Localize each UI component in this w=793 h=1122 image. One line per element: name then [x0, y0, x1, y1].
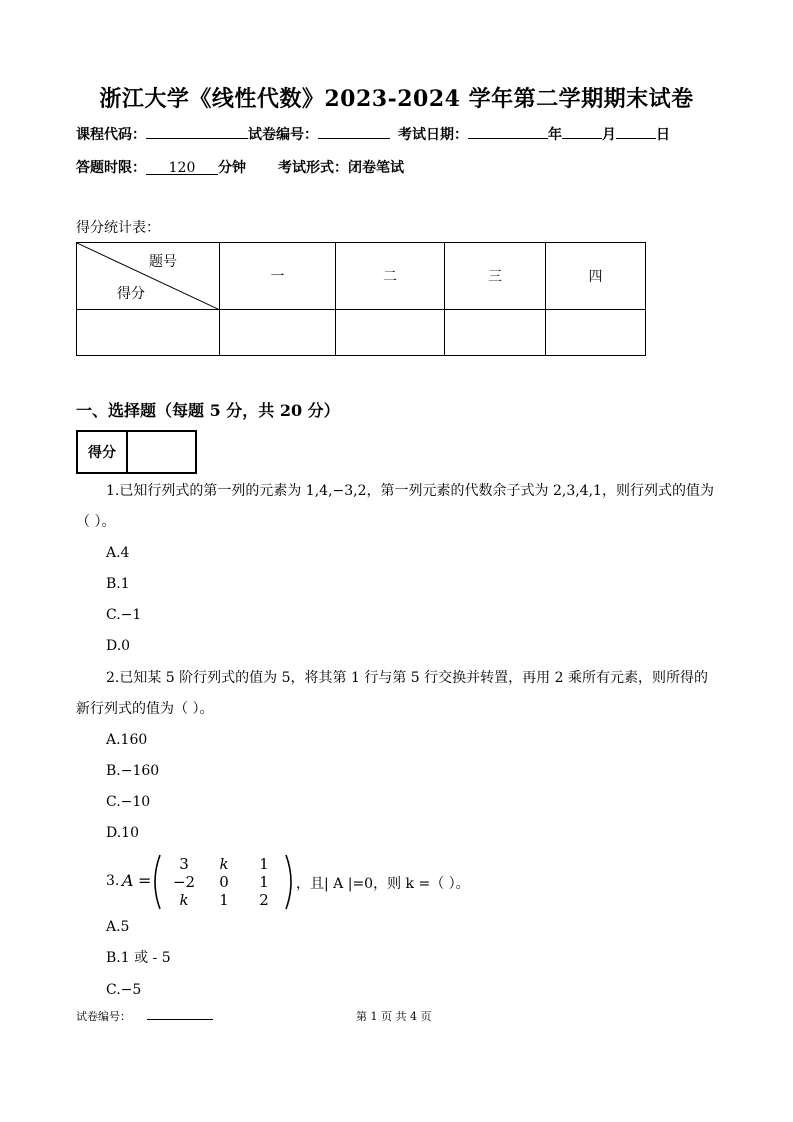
column-header: 一 — [220, 243, 336, 310]
exam-month-field[interactable] — [562, 124, 602, 139]
header-score: 得分 — [117, 286, 145, 302]
question-3-option-a[interactable]: A.5 — [106, 919, 130, 935]
matrix-cell: −2 — [172, 873, 196, 891]
score-table — [76, 242, 646, 356]
question-3-suffix: ，且| A |=0，则 k =（ ）。 — [296, 876, 470, 892]
footer-paper-no — [76, 1008, 213, 1024]
page-title: 浙江大学《线性代数》2023-2024 学年第二学期期末试卷 — [99, 86, 694, 112]
column-header: 二 — [336, 243, 445, 310]
question-2-option-d[interactable]: D.10 — [106, 825, 139, 841]
score-cell[interactable] — [445, 310, 546, 356]
meta-line-2 — [76, 157, 404, 177]
matrix-row — [164, 873, 284, 891]
exam-date-label: 考试日期： — [398, 127, 468, 143]
question-1-text: 1.已知行列式的第一列的元素为 1,4,−3,2，第一列元素的代数余子式为 2,3,4,1，则行列式的值为（ ）。 — [76, 483, 714, 530]
exam-year-field[interactable] — [468, 124, 548, 139]
minutes-label: 分钟 — [218, 160, 246, 176]
score-cell[interactable] — [546, 310, 646, 356]
matrix-variable: A — [122, 871, 134, 890]
matrix-row — [164, 855, 284, 873]
matrix-cell: 1 — [259, 855, 269, 873]
paper-no-field[interactable] — [318, 124, 390, 139]
footer-paper-no-field[interactable] — [147, 1009, 213, 1020]
meta-line-1 — [76, 124, 670, 144]
header-question-no: 题号 — [149, 254, 177, 270]
exam-day-field[interactable] — [616, 124, 656, 139]
question-1-option-a[interactable]: A.4 — [106, 545, 130, 561]
year-label: 年 — [548, 127, 562, 143]
score-cell[interactable] — [336, 310, 445, 356]
question-3-option-b[interactable]: B.1 或 - 5 — [106, 950, 171, 966]
score-table-header-row — [77, 243, 646, 310]
matrix-cell: 3 — [179, 855, 189, 873]
matrix-row — [164, 891, 284, 909]
question-2-option-a[interactable]: A.160 — [106, 732, 148, 748]
matrix-cell: 2 — [259, 891, 269, 909]
month-label: 月 — [602, 127, 616, 143]
column-header: 四 — [546, 243, 646, 310]
column-header: 三 — [445, 243, 546, 310]
course-code-field[interactable] — [146, 124, 248, 139]
question-2-option-c[interactable]: C.−10 — [106, 794, 151, 810]
score-table-caption: 得分统计表： — [76, 220, 160, 236]
equals-sign: = — [138, 871, 152, 890]
question-1-option-d[interactable]: D.0 — [106, 638, 131, 654]
time-limit-value: 120 — [146, 160, 218, 175]
section-heading: 一、选择题（每题 5 分，共 20 分） — [76, 401, 340, 420]
question-3-option-c[interactable]: C.−5 — [106, 982, 142, 998]
score-cell[interactable] — [220, 310, 336, 356]
matrix-cell: k — [219, 855, 229, 873]
matrix-cell: 1 — [259, 873, 269, 891]
section-score-field[interactable] — [127, 431, 196, 473]
section-score-box — [76, 430, 197, 474]
question-2-option-b[interactable]: B.−160 — [106, 763, 160, 779]
section-score-label: 得分 — [77, 431, 127, 473]
question-1-option-b[interactable]: B.1 — [106, 576, 130, 592]
matrix-cell: k — [179, 891, 189, 909]
exam-form: 考试形式：闭卷笔试 — [278, 160, 404, 176]
footer-page-info: 第 1 页 共 4 页 — [356, 1010, 432, 1023]
matrix-cell: 1 — [219, 891, 229, 909]
paper-no-label: 试卷编号： — [248, 127, 318, 143]
question-2-text: 2.已知某 5 阶行列式的值为 5，将其第 1 行与第 5 行交换并转置，再用 2 乘所有元素，则所得的新行列式的值为（ ）。 — [76, 670, 708, 717]
course-code-label: 课程代码： — [76, 127, 146, 143]
question-3-prefix: 3. — [106, 873, 120, 889]
question-1-option-c[interactable]: C.−1 — [106, 607, 142, 623]
score-cell[interactable] — [77, 310, 220, 356]
time-limit-label: 答题时限： — [76, 160, 146, 176]
matrix-cell: 0 — [219, 873, 229, 891]
matrix — [164, 855, 284, 909]
diagonal-header-cell — [77, 243, 220, 310]
footer-paper-no-label: 试卷编号： — [76, 1010, 131, 1023]
day-label: 日 — [656, 127, 670, 143]
score-table-score-row — [77, 310, 646, 356]
